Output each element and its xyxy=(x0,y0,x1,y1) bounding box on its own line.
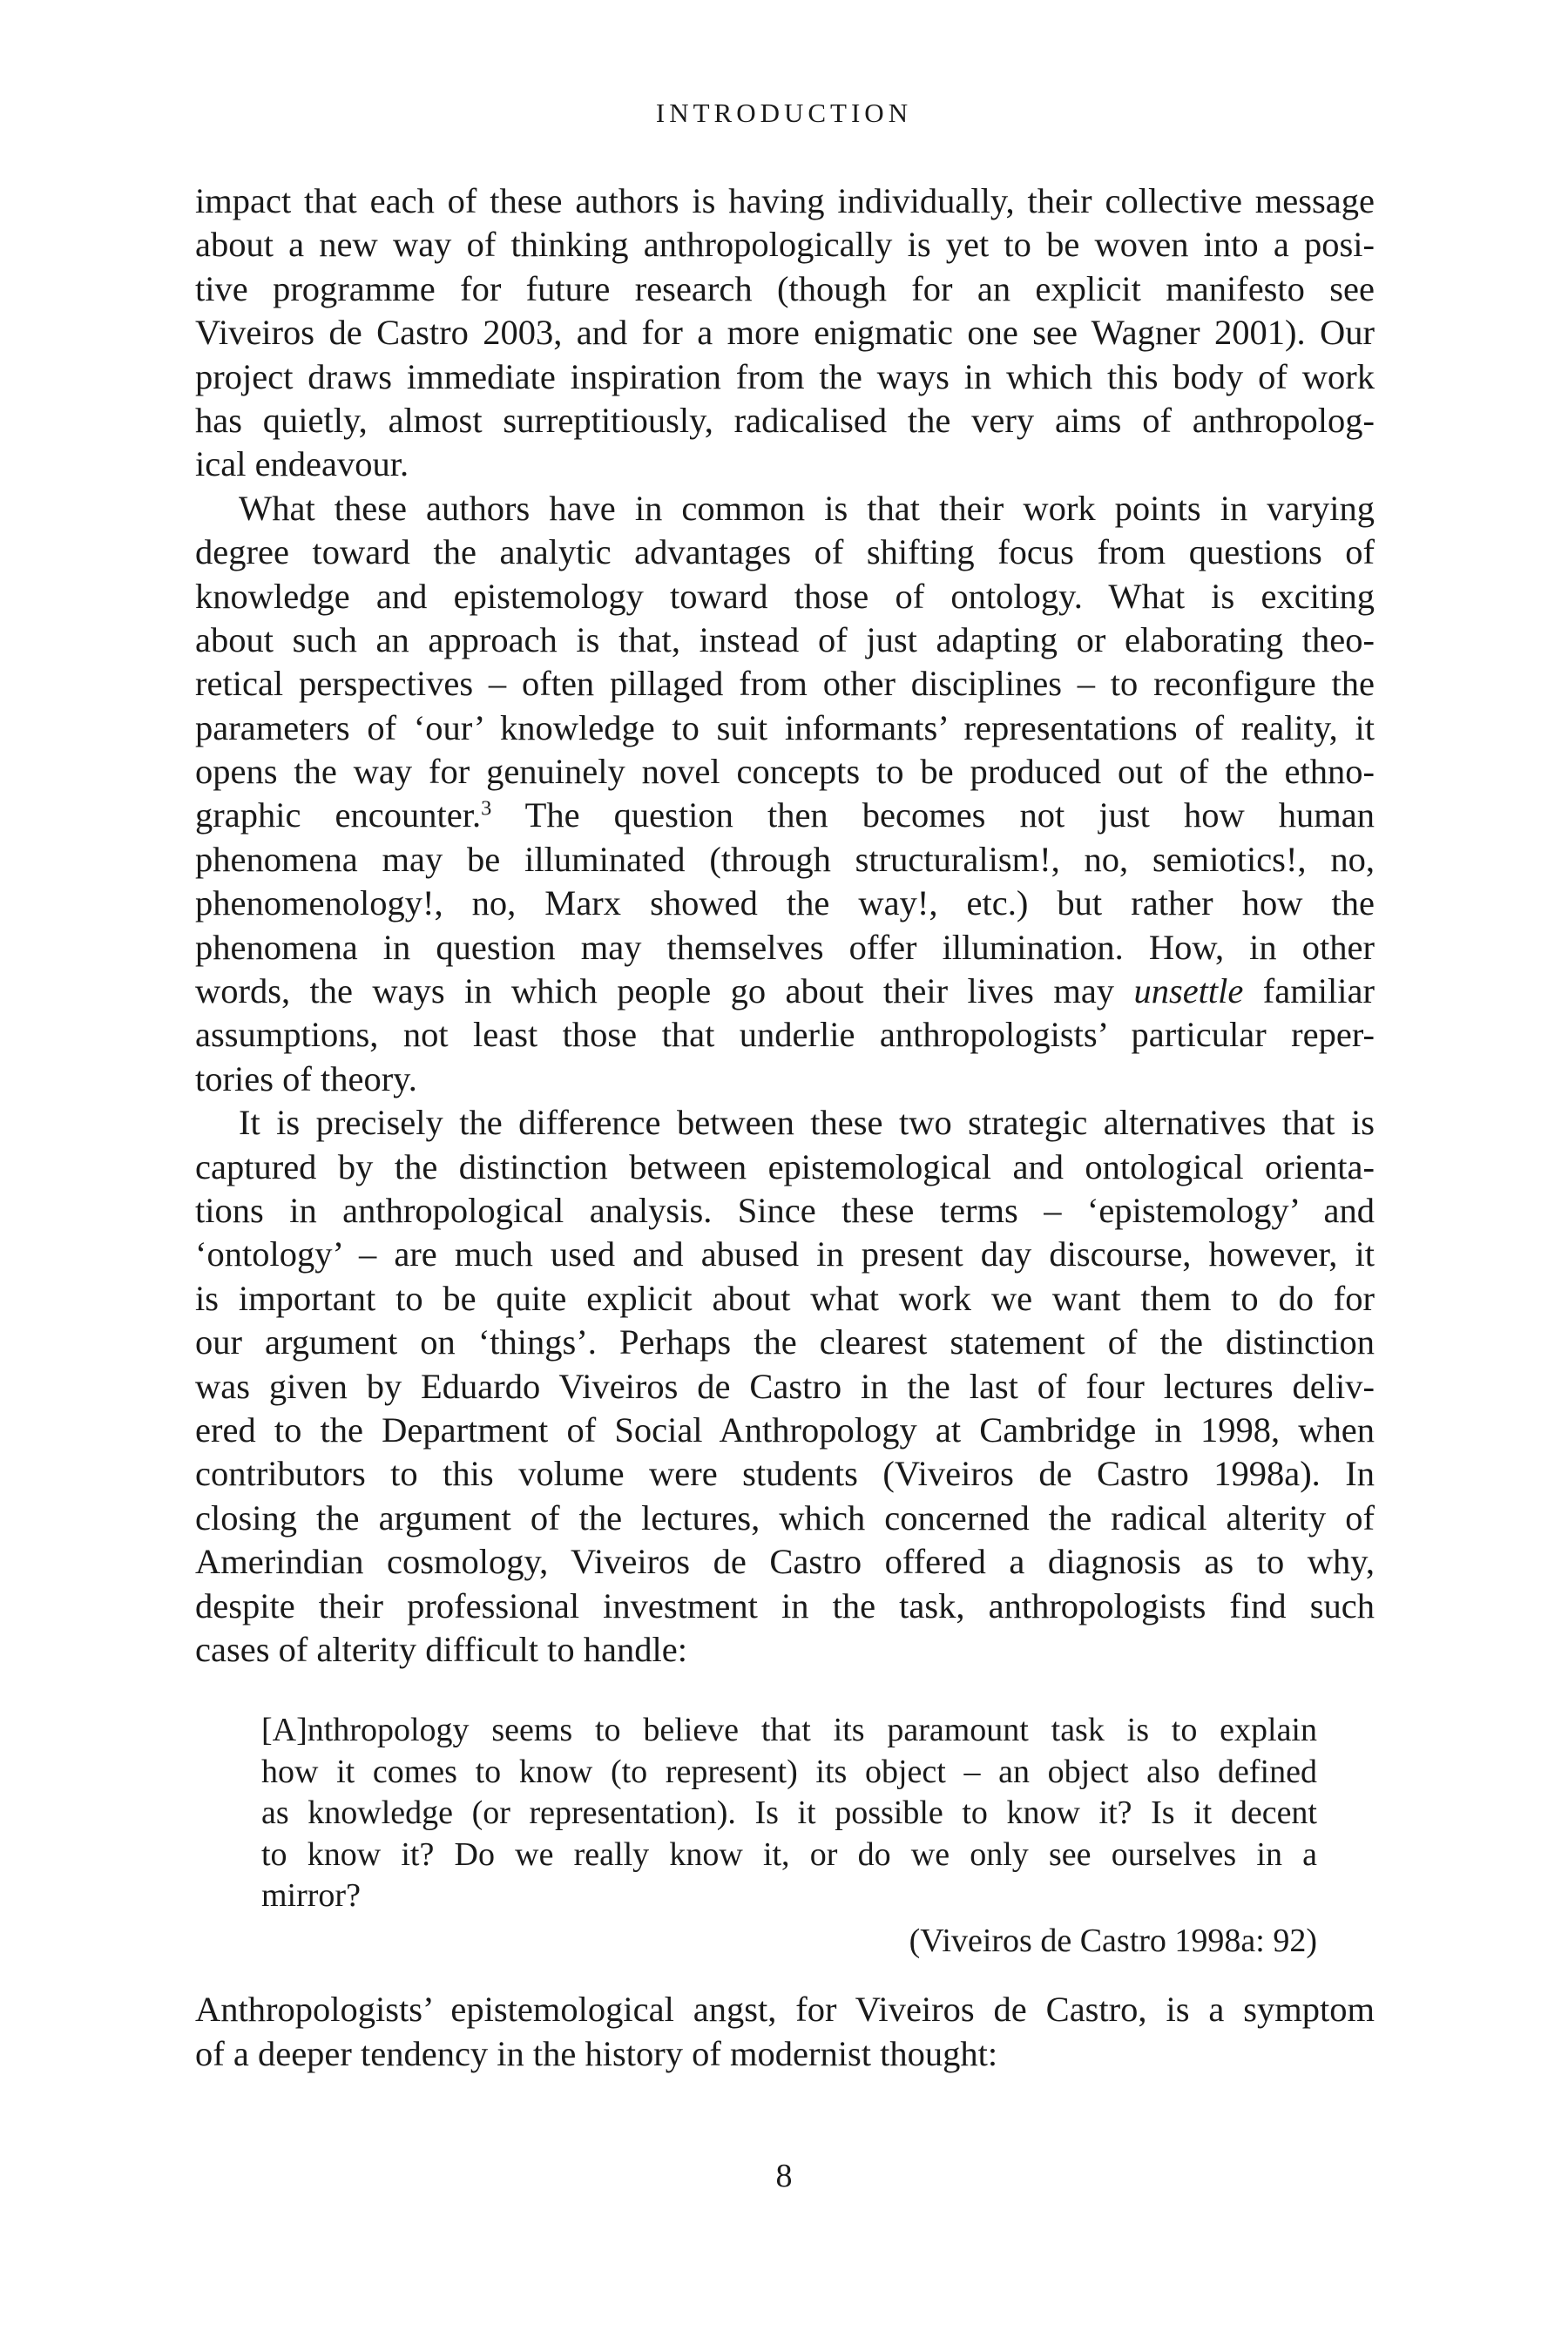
text-line-with-footnote xyxy=(195,794,1375,837)
text-line: What these authors have in common is that their work points in varying xyxy=(239,488,1375,528)
text-line: cases of alterity difficult to handle: xyxy=(195,1629,687,1669)
running-head: INTRODUCTION xyxy=(655,98,913,128)
text-line: is important to be quite explicit about what work we want them to do for xyxy=(195,1278,1375,1318)
text-line: knowledge and epistemology toward those of ontology. What is exciting xyxy=(195,576,1375,616)
text-line: It is precisely the difference between these two strategic alternatives that is xyxy=(239,1103,1375,1143)
text-line: impact that each of these authors is having individually, their collective message xyxy=(195,181,1375,220)
text-line: parameters of ‘our’ knowledge to suit informants’ representations of reality, it xyxy=(195,707,1375,747)
text-line: phenomena in question may themselves offer illumination. How, in other xyxy=(195,927,1375,967)
page-number: 8 xyxy=(775,2158,793,2194)
quote-line: to know it? Do we really know it, or do we only see ourselves in a xyxy=(261,1835,1317,1873)
text-segment: familiar xyxy=(1243,971,1375,1011)
text-line: Viveiros de Castro 2003, and for a more enigmatic one see Wagner 2001). Our xyxy=(195,313,1375,353)
text-segment: graphic encounter. xyxy=(195,795,482,835)
quote-line: [A]nthropology seems to believe that its paramount task is to explain xyxy=(261,1712,1317,1749)
quote-line: mirror? xyxy=(261,1877,361,1915)
text-line: project draws immediate inspiration from the ways in which this body of work xyxy=(195,356,1375,396)
text-line: closing the argument of the lectures, which concerned the radical alterity of xyxy=(195,1497,1375,1538)
text-line: has quietly, almost surreptitiously, radicalised the very aims of anthropolog- xyxy=(195,400,1375,440)
text-line: opens the way for genuinely novel concepts to be produced out of the ethno- xyxy=(195,752,1375,792)
text-line: of a deeper tendency in the history of modernist thought: xyxy=(195,2033,998,2073)
text-line: Anthropologists’ epistemological angst, for Viveiros de Castro, is a symptom xyxy=(195,1990,1375,2030)
body-text xyxy=(195,179,1375,2076)
text-line: phenomenology!, no, Marx showed the way!, etc.) but rather how the xyxy=(195,883,1375,923)
text-line: about a new way of thinking anthropologically is yet to be woven into a posi- xyxy=(195,225,1375,265)
text-line-with-emphasis xyxy=(195,970,1375,1013)
text-line: degree toward the analytic advantages of shifting focus from questions of xyxy=(195,532,1375,572)
text-line: retical perspectives – often pillaged from other disciplines – to reconfigure the xyxy=(195,664,1375,704)
text-segment: words, the ways in which people go about their lives may xyxy=(195,971,1134,1011)
paragraph-1 xyxy=(195,179,1375,487)
quote-line: how it comes to know (to represent) its object – an object also defined xyxy=(261,1753,1317,1790)
text-line: ‘ontology’ – are much used and abused in present day discourse, however, it xyxy=(195,1234,1375,1274)
text-line: despite their professional investment in the task, anthropologists find such xyxy=(195,1585,1375,1625)
text-line: ered to the Department of Social Anthropology at Cambridge in 1998, when xyxy=(195,1409,1375,1450)
text-line: ical endeavour. xyxy=(195,444,409,484)
paragraph-4 xyxy=(195,1988,1375,2076)
text-segment: The question then becomes not just how human xyxy=(491,795,1375,835)
paragraph-3 xyxy=(195,1101,1375,1672)
footnote-marker[interactable]: 3 xyxy=(481,797,492,821)
text-line: about such an approach is that, instead of just adapting or elaborating theo- xyxy=(195,619,1375,659)
text-line: our argument on ‘things’. Perhaps the clearest statement of the distinction xyxy=(195,1322,1375,1362)
text-line: phenomena may be illuminated (through structuralism!, no, semiotics!, no, xyxy=(195,839,1375,879)
text-line: captured by the distinction between epistemological and ontological orienta- xyxy=(195,1146,1375,1186)
text-line: assumptions, not least those that underlie anthropologists’ particular reper- xyxy=(195,1015,1375,1055)
text-line: Amerindian cosmology, Viveiros de Castro offered a diagnosis as to why, xyxy=(195,1542,1375,1582)
text-line: tories of theory. xyxy=(195,1058,417,1098)
quote-line: as knowledge (or representation). Is it possible to know it? Is it decent xyxy=(261,1794,1317,1832)
quote-citation: (Viveiros de Castro 1998a: 92) xyxy=(909,1922,1317,1959)
text-line: tive programme for future research (though for an explicit manifesto see xyxy=(195,268,1375,308)
text-line: was given by Eduardo Viveiros de Castro in the last of four lectures deliv- xyxy=(195,1366,1375,1406)
block-quote xyxy=(261,1710,1317,1917)
emphasized-word: unsettle xyxy=(1133,971,1244,1011)
text-line: tions in anthropological analysis. Since these terms – ‘epistemology’ and xyxy=(195,1190,1375,1230)
text-line: contributors to this volume were students (Viveiros de Castro 1998a). In xyxy=(195,1454,1375,1494)
paragraph-2 xyxy=(195,487,1375,1101)
